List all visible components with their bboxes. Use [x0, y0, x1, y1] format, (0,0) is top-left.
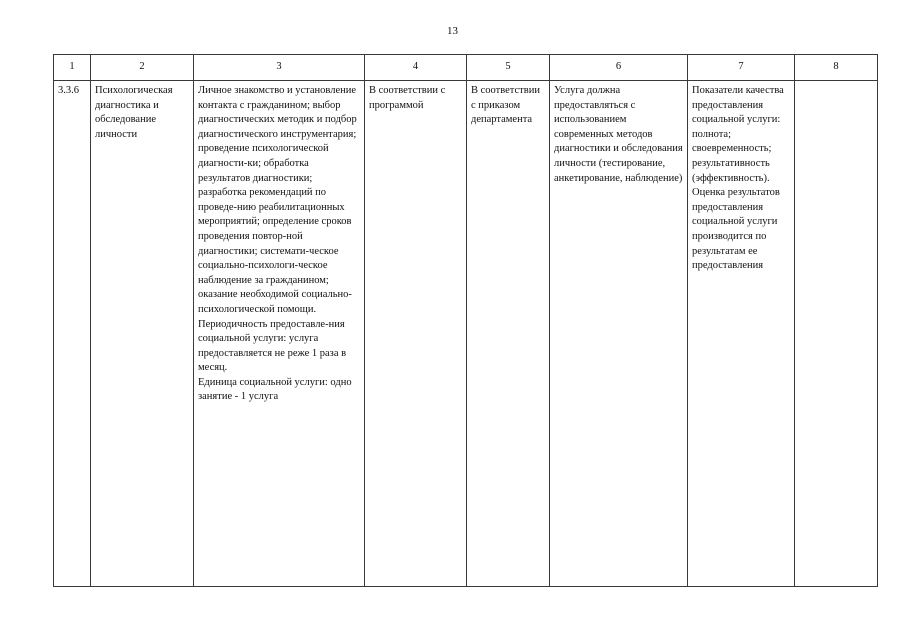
- service-content-description: Личное знакомство и установление контакта с гражданином; выбор диагностических методик и подбор диагностического инструментария; проведение психологической диагности-ки; обработка результатов диагностики; разработка рекомендаций по проведе-нию реабилитационных мероприятий; определение сроков проведения повтор-ной диагностики; системати-ческое социально-психологи-ческое наблюдение за гражданином; оказание необходимой социально-психологической помощи.: [198, 85, 357, 315]
- table-row: [54, 81, 878, 587]
- header-cell-1: 1: [54, 55, 91, 81]
- header-cell-7: 7: [688, 55, 795, 81]
- header-cell-2: 2: [91, 55, 194, 81]
- header-cell-8: 8: [795, 55, 878, 81]
- column-8-cell: [795, 81, 878, 587]
- service-conditions-cell: [550, 81, 688, 587]
- quality-indicators-cell: [688, 81, 795, 587]
- service-terms: В соответствии с приказом департамента: [471, 85, 540, 126]
- service-terms-cell: [467, 81, 550, 587]
- service-periodicity: Периодичность предоставле-ния социальной услуги: услуга предоставляется не реже 1 раза в месяц.: [198, 318, 347, 374]
- service-content-cell: [194, 81, 365, 587]
- service-table: [53, 54, 878, 587]
- page-number: 13: [447, 25, 458, 37]
- row-number-cell: [54, 81, 91, 587]
- service-name-cell: [91, 81, 194, 587]
- service-conditions: Услуга должна предоставляться с использованием современных методов диагностики и обследования личности (тестирование, анкетирование, наблюдение): [554, 85, 683, 184]
- service-name: Психологическая диагностика и обследование личности: [95, 85, 173, 140]
- quality-indicators: Показатели качества предоставления социальной услуги: полнота; своевременность; результативность (эффективность). Оценка результатов предоставления социальной услуги производится по результатам ее предоставления: [692, 85, 784, 272]
- header-cell-4: 4: [365, 55, 467, 81]
- row-number: 3.3.6: [58, 85, 79, 96]
- service-volume: В соответствии с программой: [369, 85, 446, 111]
- header-row: [54, 55, 878, 81]
- header-cell-3: 3: [194, 55, 365, 81]
- header-cell-5: 5: [467, 55, 550, 81]
- header-cell-6: 6: [550, 55, 688, 81]
- service-unit: Единица социальной услуги: одно занятие - 1 услуга: [198, 376, 352, 403]
- service-volume-cell: [365, 81, 467, 587]
